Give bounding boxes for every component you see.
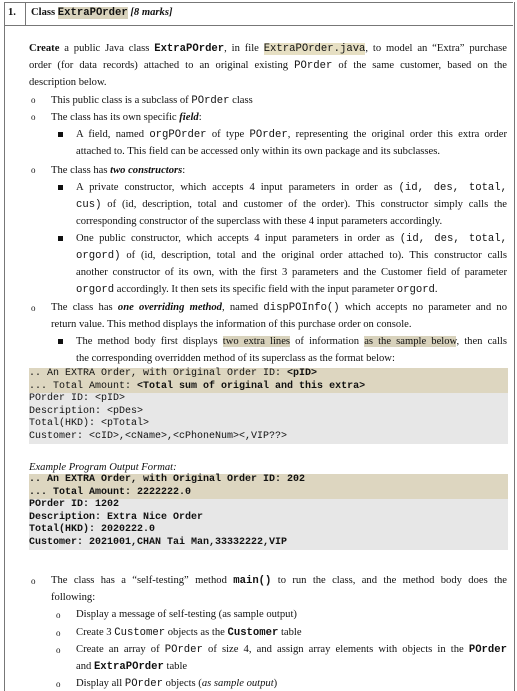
code-line: .. An EXTRA Order, with Original Order ID: 202 (29, 474, 508, 487)
question-header (4, 2, 513, 26)
bullet-icon: o (56, 645, 61, 655)
step-2: Create 3 Customer objects as the Customer table (76, 627, 302, 639)
bullet-icon: o (56, 610, 61, 620)
field-desc-line-2: attached to. This field can be accessed only within its own package and its subclasses. (76, 146, 441, 157)
code-line: Customer: <cID>,<cName>,<cPhoneNum><,VIP??> (29, 431, 508, 444)
intro-line-3: description below. (29, 77, 107, 88)
square-bullet-icon (58, 132, 63, 137)
code-line: POrder ID: <pID> (29, 393, 508, 406)
main-method-line-2: following: (51, 592, 96, 603)
code-line: Customer: 2021001,CHAN Tai Man,33332222,VIP (29, 537, 508, 550)
bullet-icon: o (31, 165, 36, 175)
public-ctor-line-2: orgord) of (id, description, total and the original order attached to). This constructor calls (76, 250, 507, 262)
step-1: Display a message of self-testing (as sample output) (76, 609, 297, 620)
bullet-field: The class has its own specific field: (51, 112, 202, 123)
method-body-line-2: the corresponding overridden method of its superclass as the format below: (76, 353, 395, 364)
overriding-line-1: The class has one overriding method, named dispPOInfo() which accepts no parameter and no (51, 302, 507, 314)
public-ctor-line-4: orgord accordingly. It then sets its specific field with the input parameter orgord. (76, 284, 438, 296)
code-line: POrder ID: 1202 (29, 499, 508, 512)
bullet-icon: o (31, 95, 36, 105)
public-ctor-line-3: another constructor of its own, with the first 3 parameters and the Customer field of parameter (76, 267, 507, 278)
example-code-block (29, 474, 508, 550)
bullet-icon: o (56, 679, 61, 689)
code-line: ... Total Amount: 2222222.0 (29, 487, 508, 500)
format-code-block (29, 368, 508, 444)
example-label: Example Program Output Format: (29, 462, 177, 473)
private-ctor-line-3: corresponding constructor of the superclass with these 4 input parameters accordingly. (76, 216, 443, 227)
intro-line-2: order (for data records) attached to an original existing POrder of the same customer, based on the (29, 60, 507, 72)
square-bullet-icon (58, 236, 63, 241)
private-ctor-line-1: A private constructor, which accepts 4 input parameters in order as (id, des, total, (76, 182, 507, 194)
step-4: Display all POrder objects (as sample output) (76, 678, 278, 690)
question-number: 1. (8, 7, 16, 18)
field-desc-line-1: A field, named orgPOrder of type POrder, representing the original order this extra order (76, 129, 507, 141)
main-method-line-1: The class has a “self-testing” method main() to run the class, and the method body does the (51, 575, 508, 587)
question-title: Class ExtraPOrder [8 marks] (31, 7, 173, 19)
intro-line-1: Create a public Java class ExtraPOrder, in file ExtraPOrder.java, to model an “Extra” purchase (29, 43, 508, 55)
private-ctor-line-2: cus) of (id, description, total and customer of the order). This constructor simply calls the (76, 199, 507, 211)
code-line: Total(HKD): 2020222.0 (29, 524, 508, 537)
public-ctor-line-1: One public constructor, which accepts 4 input parameters in order as (id, des, total, (76, 233, 507, 245)
method-body-line-1: The method body first displays two extra lines of information as the sample below, then calls (76, 336, 507, 347)
code-line: Description: Extra Nice Order (29, 512, 508, 525)
bullet-icon: o (56, 628, 61, 638)
code-line: .. An EXTRA Order, with Original Order ID: <pID> (29, 368, 508, 381)
bullet-icon: o (31, 576, 36, 586)
step-3-line-1: Create an array of POrder of size 4, and assign array elements with objects in the POrder (76, 644, 507, 656)
step-3-line-2: and ExtraPOrder table (76, 661, 188, 673)
bullet-constructors: The class has two constructors: (51, 165, 186, 176)
bullet-icon: o (31, 303, 36, 313)
bullet-icon: o (31, 112, 36, 122)
square-bullet-icon (58, 185, 63, 190)
bullet-subclass: This public class is a subclass of POrder class (51, 95, 253, 107)
code-line: ... Total Amount: <Total sum of original and this extra> (29, 381, 508, 394)
overriding-line-2: return value. This method displays the information of this purchase order on console. (51, 319, 412, 330)
square-bullet-icon (58, 339, 63, 344)
code-line: Description: <pDes> (29, 406, 508, 419)
code-line: Total(HKD): <pTotal> (29, 418, 508, 431)
